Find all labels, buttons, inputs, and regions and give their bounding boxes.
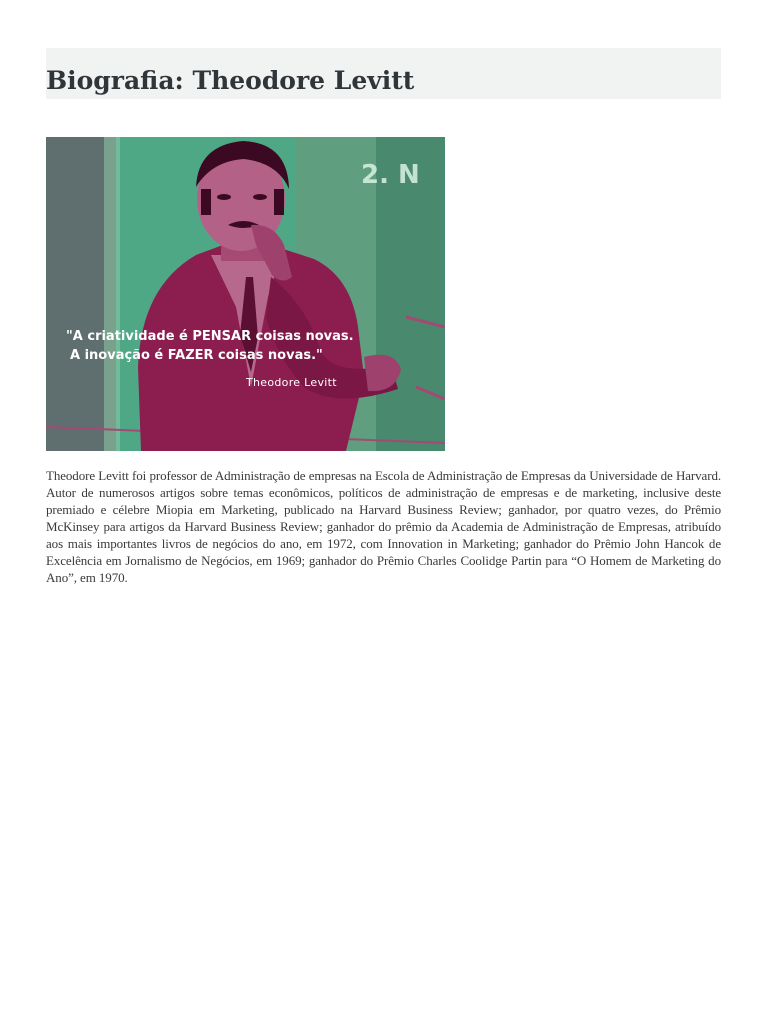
quote-line-2: A inovação é FAZER coisas novas." [70,348,323,363]
page-title: Biografia: Theodore Levitt [46,66,415,95]
quote-author: Theodore Levitt [246,376,337,389]
board-writing: 2. N [361,160,420,190]
portrait-illustration [46,137,445,451]
quote-text [66,327,354,365]
quote-line-1: "A criatividade é PENSAR coisas novas. [66,329,354,344]
portrait-image [46,137,445,451]
biography-paragraph: Theodore Levitt foi professor de Administração de empresas na Escola de Administração de Empresas da Universidade de Harvard. Autor de numerosos artigos sobre temas econômicos, políticos de administração de empresas e de marketing, inclusive deste premiado e célebre Miopia em Marketing, publicado na Harvard Business Review; ganhador, por quatro vezes, do Prêmio McKinsey para artigos da Harvard Business Review; ganhador do prêmio da Academia de Administração de Empresas, atribuído aos mais importantes livros de negócios do ano, em 1972, com Innovation in Marketing; ganhador do Prêmio John Hancok de Excelência em Jornalismo de Negócios, em 1969; ganhador do Prêmio Charles Coolidge Partin para “O Homem de Marketing do Ano”, em 1970. [46,468,721,585]
title-bar [46,48,721,99]
